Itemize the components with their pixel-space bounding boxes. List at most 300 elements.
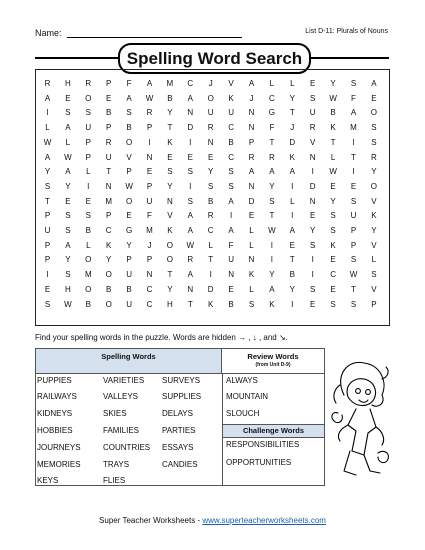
spelling-word: TRAYS	[103, 460, 130, 469]
grid-letter[interactable]: U	[105, 152, 112, 162]
grid-letter[interactable]: T	[45, 196, 50, 206]
spelling-word: KIDNEYS	[37, 409, 73, 418]
grid-letter[interactable]: U	[309, 108, 316, 118]
grid-letter[interactable]: S	[310, 240, 316, 250]
footer-text: Super Teacher Worksheets -	[99, 516, 203, 525]
grid-letter[interactable]: W	[349, 270, 358, 280]
grid-letter[interactable]: J	[147, 240, 152, 250]
grid-letter[interactable]: S	[44, 299, 51, 309]
grid-letter[interactable]: B	[126, 284, 132, 294]
grid-letter[interactable]: J	[249, 93, 254, 103]
grid-letter[interactable]: N	[248, 123, 255, 133]
grid-letter[interactable]: C	[187, 79, 194, 88]
challenge-word: RESPONSIBILITIES	[226, 440, 300, 449]
grid-letter[interactable]: N	[228, 270, 234, 280]
grid-letter[interactable]: P	[126, 167, 132, 177]
review-word: SLOUCH	[226, 409, 260, 418]
grid-letter[interactable]: I	[291, 299, 294, 309]
grid-letter[interactable]: B	[208, 196, 214, 206]
grid-letter[interactable]: I	[291, 181, 294, 191]
grid-row	[36, 296, 389, 313]
grid-letter[interactable]: O	[166, 255, 173, 265]
grid-letter[interactable]: K	[106, 240, 112, 250]
grid-letter[interactable]: N	[248, 255, 255, 265]
grid-letter[interactable]: T	[208, 255, 214, 265]
grid-letter[interactable]: N	[146, 270, 153, 280]
grid-letter[interactable]: O	[370, 181, 377, 191]
grid-letter[interactable]: N	[105, 181, 112, 191]
grid-letter[interactable]: O	[105, 299, 112, 309]
grid-letter[interactable]: P	[126, 255, 132, 265]
grid-letter[interactable]: S	[371, 270, 377, 280]
grid-letter[interactable]: P	[350, 240, 357, 250]
grid-letter[interactable]: E	[248, 211, 255, 221]
grid-letter[interactable]: S	[65, 211, 71, 221]
grid-letter[interactable]: I	[291, 211, 294, 221]
grid-letter[interactable]: L	[249, 240, 254, 250]
spelling-word: ESSAYS	[162, 443, 194, 452]
grid-letter[interactable]: I	[352, 137, 355, 147]
review-words-subtitle: (from Unit D-9)	[255, 362, 291, 368]
grid-letter[interactable]: I	[270, 255, 273, 265]
grid-letter[interactable]: F	[147, 211, 152, 221]
grid-letter[interactable]: U	[146, 196, 153, 206]
grid-letter[interactable]: L	[249, 226, 254, 235]
grid-letter[interactable]: A	[228, 226, 234, 235]
spelling-word: PARTIES	[162, 426, 196, 435]
grid-letter[interactable]: S	[126, 108, 132, 118]
grid-letter[interactable]: B	[85, 226, 91, 235]
grid-letter[interactable]: R	[146, 108, 153, 118]
grid-letter[interactable]: B	[85, 299, 91, 309]
grid-letter[interactable]: P	[44, 255, 51, 265]
grid-letter[interactable]: S	[330, 226, 336, 235]
review-word: ALWAYS	[226, 376, 258, 385]
grid-letter[interactable]: V	[371, 196, 377, 206]
grid-letter[interactable]: E	[167, 152, 173, 162]
grid-letter[interactable]: R	[85, 79, 92, 88]
grid-letter[interactable]: A	[187, 226, 193, 235]
grid-letter[interactable]: D	[248, 196, 255, 206]
grid-letter[interactable]: E	[65, 196, 71, 206]
grid-letter[interactable]: E	[371, 93, 377, 103]
grid-letter[interactable]: S	[350, 255, 357, 265]
grid-letter[interactable]: H	[167, 299, 173, 309]
grid-letter[interactable]: C	[330, 270, 336, 280]
grid-letter[interactable]: C	[228, 123, 234, 133]
grid-letter[interactable]: N	[167, 196, 173, 206]
grid-letter[interactable]: S	[187, 196, 193, 206]
grid-letter[interactable]: T	[289, 255, 295, 265]
grid-letter[interactable]: N	[187, 284, 194, 294]
grid-letter[interactable]: W	[329, 93, 337, 103]
grid-letter[interactable]: P	[85, 152, 91, 162]
grid-letter[interactable]: E	[44, 284, 51, 294]
page-title: Spelling Word Search	[118, 43, 311, 74]
grid-letter[interactable]: K	[248, 270, 255, 280]
grid-letter[interactable]: L	[86, 240, 91, 250]
grid-letter[interactable]: L	[269, 79, 275, 88]
grid-letter[interactable]: E	[310, 211, 316, 221]
grid-letter[interactable]: I	[270, 240, 273, 250]
grid-letter[interactable]: U	[44, 226, 51, 235]
grid-letter[interactable]: R	[309, 123, 316, 133]
grid-letter[interactable]: C	[105, 226, 112, 235]
grid-letter[interactable]: L	[290, 196, 295, 206]
grid-letter[interactable]: S	[228, 181, 234, 191]
grid-letter[interactable]: B	[228, 137, 234, 147]
grid-letter[interactable]: E	[126, 211, 132, 221]
grid-letter[interactable]: F	[269, 123, 275, 133]
grid-letter[interactable]: A	[126, 93, 132, 103]
grid-letter[interactable]: S	[167, 167, 173, 177]
grid-letter[interactable]: A	[44, 93, 51, 103]
grid-letter[interactable]: M	[84, 270, 92, 280]
grid-letter[interactable]: Y	[44, 167, 51, 177]
grid-letter[interactable]: I	[311, 167, 314, 177]
grid-letter[interactable]: A	[44, 152, 51, 162]
grid-letter[interactable]: T	[187, 299, 193, 309]
grid-letter[interactable]: A	[65, 123, 71, 133]
grid-letter[interactable]: Y	[289, 93, 295, 103]
word-search-grid	[35, 69, 390, 326]
grid-letter[interactable]: E	[289, 240, 295, 250]
grid-letter[interactable]: S	[350, 299, 357, 309]
grid-letter[interactable]: R	[105, 137, 112, 147]
grid-letter[interactable]: Y	[330, 196, 336, 206]
grid-letter[interactable]: R	[187, 255, 194, 265]
grid-letter[interactable]: T	[106, 167, 112, 177]
grid-letter[interactable]: P	[146, 181, 153, 191]
grid-letter[interactable]: W	[268, 226, 276, 235]
grid-letter[interactable]: A	[350, 108, 357, 118]
grid-letter[interactable]: U	[228, 108, 234, 118]
grid-letter[interactable]: T	[330, 137, 336, 147]
grid-letter[interactable]: S	[269, 196, 275, 206]
grid-letter[interactable]: U	[207, 108, 214, 118]
grid-letter[interactable]: A	[269, 167, 275, 177]
grid-letter[interactable]: V	[371, 284, 377, 294]
grid-letter[interactable]: Y	[289, 284, 295, 294]
grid-letter[interactable]: K	[167, 226, 173, 235]
grid-letter[interactable]: Y	[106, 255, 112, 265]
grid-letter[interactable]: L	[45, 123, 50, 133]
grid-letter[interactable]: M	[350, 123, 357, 133]
grid-letter[interactable]: O	[85, 255, 92, 265]
review-words-header	[222, 349, 324, 374]
grid-letter[interactable]: Y	[371, 226, 377, 235]
grid-letter[interactable]: E	[65, 93, 71, 103]
grid-letter[interactable]: T	[269, 211, 275, 221]
grid-letter[interactable]: C	[207, 226, 214, 235]
grid-letter[interactable]: S	[44, 181, 51, 191]
grid-letter[interactable]: K	[228, 93, 234, 103]
grid-letter[interactable]: E	[187, 152, 193, 162]
grid-letter[interactable]: B	[126, 123, 132, 133]
grid-letter[interactable]: T	[351, 152, 356, 162]
spelling-word: VARIETIES	[103, 376, 145, 385]
grid-letter[interactable]: Y	[167, 284, 173, 294]
grid-letter[interactable]: P	[106, 211, 112, 221]
grid-letter[interactable]: Y	[65, 255, 71, 265]
grid-letter[interactable]: T	[269, 137, 275, 147]
grid-letter[interactable]: P	[85, 137, 91, 147]
grid-letter[interactable]: N	[146, 152, 153, 162]
grid-letter[interactable]: S	[371, 137, 377, 147]
grid-letter[interactable]: W	[43, 137, 52, 147]
spelling-word: SURVEYS	[162, 376, 201, 385]
grid-letter[interactable]: V	[371, 240, 377, 250]
grid-letter[interactable]: P	[248, 137, 255, 147]
grid-letter[interactable]: Y	[269, 181, 275, 191]
grid-letter[interactable]: P	[44, 240, 51, 250]
grid-letter[interactable]: Y	[126, 240, 132, 250]
grid-letter[interactable]: I	[311, 270, 314, 280]
grid-letter[interactable]: K	[289, 152, 295, 162]
name-label: Name:	[35, 28, 62, 38]
footer-link[interactable]: www.superteacherworksheets.com	[202, 516, 326, 525]
grid-letter[interactable]: A	[187, 270, 193, 280]
grid-letter[interactable]: P	[44, 211, 51, 221]
grid-letter[interactable]: I	[189, 181, 192, 191]
grid-letter[interactable]: C	[269, 93, 275, 103]
grid-letter[interactable]: L	[249, 284, 254, 294]
grid-letter[interactable]: I	[209, 270, 212, 280]
grid-letter[interactable]: T	[289, 108, 295, 118]
grid-letter[interactable]: P	[106, 79, 112, 88]
grid-letter[interactable]: B	[289, 270, 295, 280]
grid-letter[interactable]: A	[146, 79, 153, 88]
grid-letter[interactable]: O	[370, 108, 377, 118]
grid-letter[interactable]: D	[289, 137, 296, 147]
grid-letter[interactable]: M	[146, 226, 153, 235]
grid-letter[interactable]: R	[248, 152, 255, 162]
grid-letter[interactable]: L	[330, 152, 336, 162]
grid-letter[interactable]: I	[46, 270, 49, 280]
grid-letter[interactable]: S	[208, 181, 214, 191]
grid-letter[interactable]: Y	[330, 79, 336, 88]
grid-letter[interactable]: N	[248, 181, 255, 191]
grid-letter[interactable]: R	[371, 152, 377, 162]
grid-letter[interactable]: H	[65, 79, 71, 88]
grid-letter[interactable]: Y	[310, 226, 316, 235]
grid-letter[interactable]: N	[248, 108, 255, 118]
grid-letter[interactable]: E	[350, 181, 357, 191]
grid-letter[interactable]: K	[269, 299, 275, 309]
grid-letter[interactable]: L	[290, 79, 295, 88]
spelling-word: RAILWAYS	[37, 392, 77, 401]
grid-letter[interactable]: L	[371, 255, 377, 265]
grid-letter[interactable]: O	[85, 93, 92, 103]
grid-letter[interactable]: O	[105, 270, 112, 280]
grid-letter[interactable]: U	[126, 299, 132, 309]
grid-letter[interactable]: S	[371, 123, 377, 133]
grid-letter[interactable]: N	[309, 196, 316, 206]
grid-letter[interactable]: O	[125, 196, 133, 206]
grid-letter[interactable]: S	[248, 299, 255, 309]
spelling-word: SKIES	[103, 409, 127, 418]
grid-letter[interactable]: L	[208, 240, 213, 250]
grid-letter[interactable]: E	[106, 93, 112, 103]
grid-letter[interactable]: S	[310, 93, 316, 103]
grid-letter[interactable]: O	[207, 93, 214, 103]
grid-letter[interactable]: E	[330, 181, 336, 191]
grid-letter[interactable]: E	[330, 284, 336, 294]
grid-letter[interactable]: L	[65, 137, 71, 147]
grid-letter[interactable]: M	[166, 79, 174, 88]
spelling-word: FAMILIES	[103, 426, 140, 435]
grid-letter[interactable]: W	[64, 152, 72, 162]
review-word: MOUNTAIN	[226, 392, 269, 401]
grid-letter[interactable]: S	[310, 284, 316, 294]
grid-letter[interactable]: D	[207, 284, 214, 294]
grid-letter[interactable]: I	[87, 181, 90, 191]
grid-letter[interactable]: D	[187, 123, 194, 133]
grid-letter[interactable]: N	[187, 108, 194, 118]
grid-letter[interactable]: I	[189, 137, 192, 147]
grid-letter[interactable]: P	[106, 123, 112, 133]
grid-letter[interactable]: B	[106, 284, 112, 294]
grid-letter[interactable]: Y	[167, 181, 173, 191]
grid-letter[interactable]: E	[208, 152, 214, 162]
grid-letter[interactable]: A	[65, 240, 71, 250]
grid-letter[interactable]: K	[330, 123, 336, 133]
grid-letter[interactable]: V	[167, 211, 173, 221]
grid-letter[interactable]: G	[125, 226, 133, 235]
grid-letter[interactable]: J	[208, 79, 213, 88]
grid-letter[interactable]: Y	[371, 167, 377, 177]
grid-letter[interactable]: W	[329, 167, 337, 177]
word-list-table	[35, 348, 325, 486]
grid-letter[interactable]: B	[228, 299, 234, 309]
grid-letter[interactable]: S	[187, 167, 193, 177]
grid-letter[interactable]: A	[248, 167, 255, 177]
grid-letter[interactable]: K	[167, 137, 173, 147]
grid-letter[interactable]: W	[64, 299, 72, 309]
grid-letter[interactable]: A	[289, 167, 295, 177]
grid-letter[interactable]: I	[311, 255, 314, 265]
grid-letter[interactable]: U	[228, 255, 234, 265]
grid-letter[interactable]: V	[228, 79, 234, 88]
grid-letter[interactable]: E	[310, 79, 316, 88]
grid-letter[interactable]: P	[146, 255, 153, 265]
grid-letter[interactable]: I	[148, 137, 151, 147]
grid-letter[interactable]: C	[228, 152, 234, 162]
grid-letter[interactable]: S	[350, 79, 357, 88]
grid-letter[interactable]: I	[229, 211, 233, 221]
grid-letter[interactable]: U	[85, 123, 92, 133]
grid-letter[interactable]: A	[187, 93, 193, 103]
grid-letter[interactable]: E	[146, 167, 153, 177]
grid-letter[interactable]: Y	[208, 167, 214, 177]
grid-letter[interactable]: S	[330, 299, 336, 309]
grid-letter[interactable]: H	[65, 284, 71, 294]
grid-letter[interactable]: S	[330, 211, 336, 221]
grid-letter[interactable]: U	[126, 270, 132, 280]
grid-letter[interactable]: S	[350, 196, 357, 206]
grid-letter[interactable]: K	[371, 211, 377, 221]
grid-letter[interactable]: N	[207, 137, 214, 147]
grid-letter[interactable]: B	[167, 93, 173, 103]
name-line[interactable]	[67, 29, 242, 38]
grid-letter[interactable]: M	[105, 196, 113, 206]
spelling-word: KEYS	[37, 476, 59, 485]
grid-letter[interactable]: N	[309, 152, 316, 162]
grid-letter[interactable]: F	[126, 79, 132, 88]
grid-letter[interactable]: G	[268, 108, 275, 118]
grid-letter[interactable]: V	[310, 137, 316, 147]
grid-letter[interactable]: W	[125, 181, 133, 191]
grid-letter[interactable]: B	[330, 108, 336, 118]
grid-letter[interactable]: C	[146, 284, 153, 294]
grid-letter[interactable]: Y	[167, 108, 173, 118]
grid-letter[interactable]: Y	[269, 270, 275, 280]
grid-letter[interactable]: W	[145, 93, 154, 103]
grid-letter[interactable]: R	[44, 79, 51, 88]
grid-letter[interactable]: K	[208, 299, 214, 309]
challenge-word: OPPORTUNITIES	[226, 458, 292, 467]
grid-letter[interactable]: T	[167, 123, 173, 133]
grid-letter[interactable]: U	[350, 211, 357, 221]
grid-letter[interactable]: A	[65, 167, 71, 177]
grid-letter[interactable]: O	[166, 240, 173, 250]
grid-letter[interactable]: P	[146, 123, 153, 133]
grid-letter[interactable]: D	[309, 181, 316, 191]
spelling-word: DELAYS	[162, 409, 193, 418]
review-words-title: Review Words	[247, 352, 299, 361]
grid-letter[interactable]: F	[351, 93, 356, 103]
grid-letter[interactable]: T	[167, 270, 173, 280]
grid-letter[interactable]: R	[269, 152, 275, 162]
grid-letter[interactable]: A	[371, 79, 377, 88]
grid-letter[interactable]: S	[85, 108, 91, 118]
grid-letter[interactable]: F	[228, 240, 234, 250]
grid-letter[interactable]: E	[85, 196, 91, 206]
grid-letter[interactable]: A	[289, 226, 295, 235]
grid-letter[interactable]: I	[46, 108, 49, 118]
grid-letter[interactable]: A	[269, 284, 275, 294]
grid-letter[interactable]: L	[86, 167, 91, 177]
grid-letter[interactable]: V	[126, 152, 132, 162]
grid-letter[interactable]: T	[351, 284, 356, 294]
grid-letter[interactable]: Y	[65, 181, 71, 191]
grid-letter[interactable]: E	[310, 299, 316, 309]
grid-letter[interactable]: E	[330, 255, 336, 265]
grid-letter[interactable]: S	[65, 226, 71, 235]
grid-letter[interactable]: S	[65, 108, 71, 118]
grid-letter[interactable]: S	[228, 167, 234, 177]
spelling-words-header: Spelling Words	[36, 349, 222, 374]
grid-letter[interactable]: A	[248, 79, 255, 88]
grid-letter[interactable]: P	[350, 226, 357, 235]
grid-letter[interactable]: R	[207, 123, 214, 133]
grid-letter[interactable]: A	[187, 211, 193, 221]
grid-letter[interactable]: I	[352, 167, 355, 177]
grid-letter[interactable]: O	[85, 284, 92, 294]
grid-letter[interactable]: P	[371, 299, 377, 309]
grid-letter[interactable]: E	[228, 284, 234, 294]
grid-letter[interactable]: R	[207, 211, 214, 221]
grid-letter[interactable]: C	[146, 299, 153, 309]
grid-letter[interactable]: A	[228, 196, 234, 206]
grid-letter[interactable]: B	[106, 108, 112, 118]
grid-letter[interactable]: S	[65, 270, 71, 280]
grid-letter[interactable]: K	[330, 240, 336, 250]
grid-letter[interactable]: S	[85, 211, 91, 221]
grid-letter[interactable]: W	[186, 240, 195, 250]
grid-letter[interactable]: J	[290, 123, 295, 133]
grid-letter[interactable]: O	[125, 137, 133, 147]
